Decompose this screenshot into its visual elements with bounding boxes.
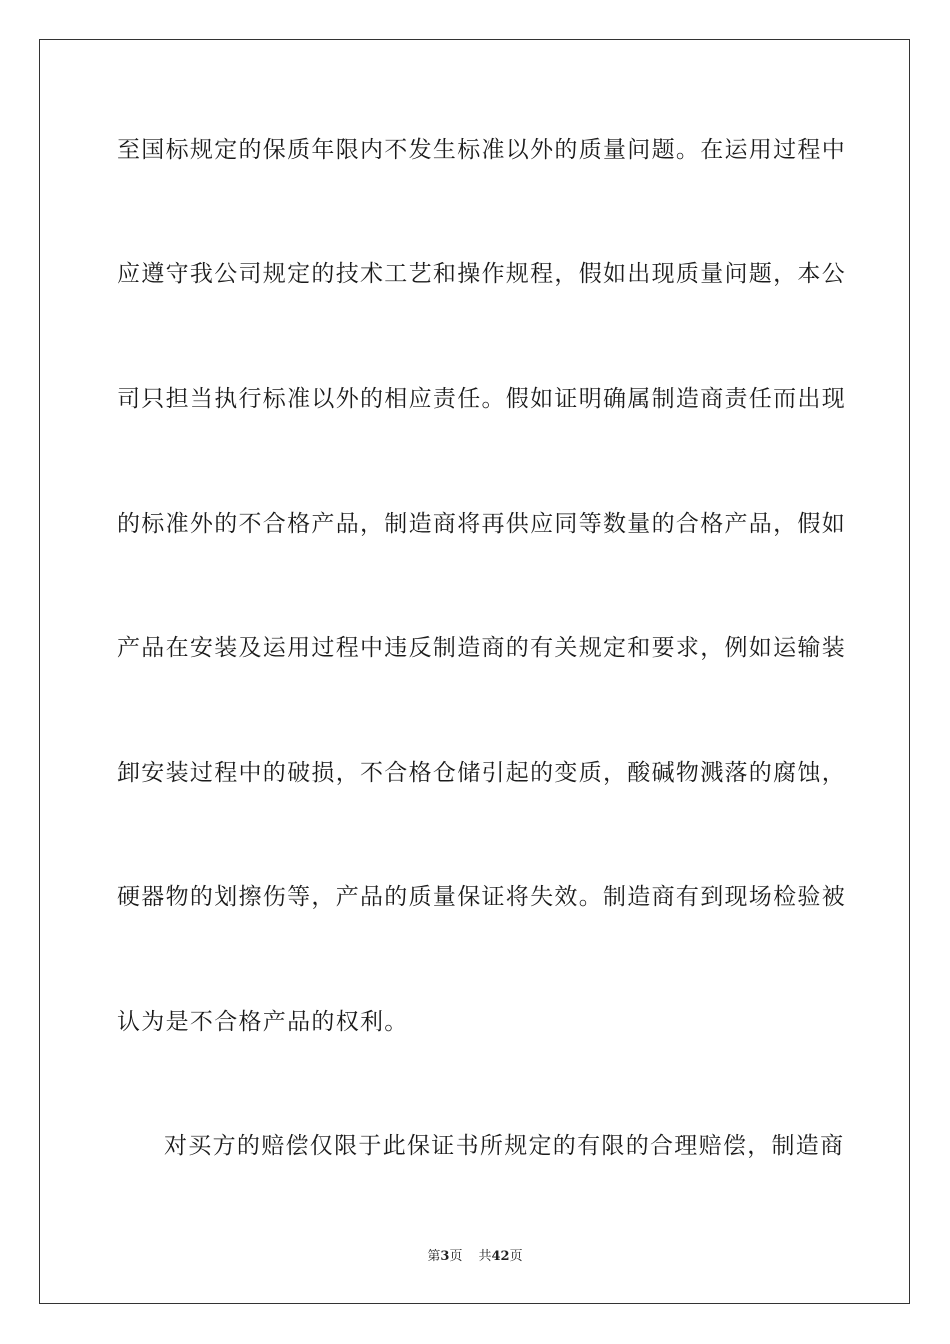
page-label-unit: 页 [449, 1249, 463, 1264]
text-line: 至国标规定的保质年限内不发生标准以外的质量问题。在运用过程中 [117, 137, 846, 163]
page-footer [0, 1249, 950, 1265]
paragraph-first-line: 对买方的赔偿仅限于此保证书所规定的有限的合理赔偿，制造商 [164, 1133, 845, 1159]
total-label-unit: 页 [509, 1249, 523, 1264]
text-line: 的标准外的不合格产品，制造商将再供应同等数量的合格产品，假如 [117, 511, 846, 537]
text-line: 产品在安装及运用过程中违反制造商的有关规定和要求，例如运输装 [117, 635, 846, 661]
text-line: 应遵守我公司规定的技术工艺和操作规程，假如出现质量问题，本公 [117, 261, 846, 287]
page-border [39, 39, 910, 1304]
text-line: 硬器物的划擦伤等，产品的质量保证将失效。制造商有到现场检验被 [117, 884, 846, 910]
text-line: 认为是不合格产品的权利。 [117, 1009, 409, 1035]
total-pages: 42 [491, 1249, 510, 1264]
page-label-prefix: 第 [427, 1249, 441, 1264]
total-label-prefix: 共 [478, 1249, 492, 1264]
text-line: 卸安装过程中的破损，不合格仓储引起的变质，酸碱物溅落的腐蚀， [117, 760, 846, 786]
text-line: 司只担当执行标准以外的相应责任。假如证明确属制造商责任而出现 [117, 386, 846, 412]
page-number: 3 [440, 1249, 450, 1264]
